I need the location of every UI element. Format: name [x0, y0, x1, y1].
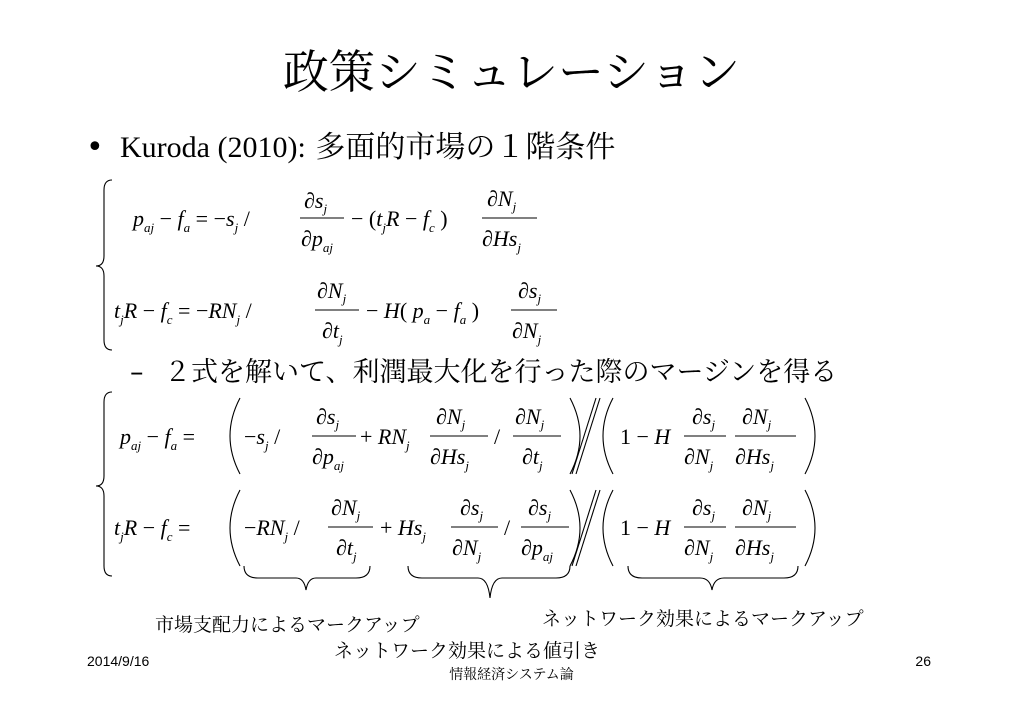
- slide-title: 政策シミュレーション: [282, 45, 741, 99]
- svg-text:∂Nj: $\partial N_j$: [317, 278, 347, 306]
- svg-text:∂sj: $\partial s_j$: [518, 278, 542, 306]
- svg-text:tjR − fc =: $t_jR - f_c$ =: [114, 515, 191, 544]
- svg-text:+ Hsj: + $Hs_j$: [380, 515, 426, 544]
- page-number: 26: [915, 653, 931, 669]
- svg-text:/: /: [504, 515, 511, 540]
- svg-text:∂Nj: $\partial N_j$: [487, 186, 517, 214]
- annotation-market-power: 市場支配力によるマークアップ: [155, 614, 420, 636]
- svg-text:∂paj: $\partial p_{aj}$: [301, 226, 333, 255]
- svg-text:∂sj: $\partial s_j$: [316, 404, 340, 432]
- sub-bullet-text: ２式を解いて、利潤最大化を行った際のマージンを得る: [164, 357, 838, 388]
- svg-text:∂Hsj: $\partial Hs_j$: [430, 444, 469, 473]
- svg-text:∂Nj: $\partial N_j$: [515, 404, 545, 432]
- svg-text:∂sj: $\partial s_j$: [460, 495, 484, 523]
- svg-text:∂tj: $\partial t_j$: [336, 535, 357, 564]
- svg-text:∂Nj: $\partial N_j$: [742, 404, 772, 432]
- svg-text:∂tj: $\partial t_j$: [522, 444, 543, 473]
- svg-text:∂sj: $\partial s_j$: [528, 495, 552, 523]
- svg-text:∂Hsj: $\partial Hs_j$: [735, 444, 774, 473]
- citation-author: Kuroda (2010): [120, 131, 298, 164]
- svg-text:− (tjR − fc ): − ($t_jR - f_c$ ): [351, 206, 448, 235]
- svg-text:∂Nj: $\partial N_j$: [512, 318, 542, 347]
- svg-text:∂Nj: $\partial N_j$: [436, 404, 466, 432]
- svg-text:/: /: [494, 424, 501, 449]
- svg-text:∂Hsj: $\partial Hs_j$: [482, 226, 521, 255]
- svg-text:−RNj /: $-RN_j$ /: [244, 515, 300, 544]
- footer-date: 2014/9/16: [87, 653, 150, 669]
- svg-text:∂Nj: $\partial N_j$: [742, 495, 772, 523]
- svg-text:paj − fa = −sj /: $p_{aj} - f_a = -s_j$ /: [133, 206, 250, 235]
- svg-text:1 − H: 1 − H: [620, 515, 671, 540]
- svg-text:paj − fa =: $p_{aj} - f_a$ =: [120, 424, 196, 453]
- bullet-marker: •: [86, 130, 104, 165]
- footer-course: 情報経済システム論: [449, 667, 574, 683]
- svg-text:∂Hsj: $\partial Hs_j$: [735, 535, 774, 564]
- svg-text:∂paj: $\partial p_{aj}$: [312, 444, 344, 473]
- svg-text:tjR − fc = −RNj /: $t_jR - f_c = -RN_j$ /: [114, 298, 252, 327]
- svg-text:∂sj: $\partial s_j$: [692, 495, 716, 523]
- svg-text:∂tj: $\partial t_j$: [322, 318, 343, 347]
- svg-text:+ RNj: + $RN_j$: [360, 424, 410, 453]
- svg-text:∂Nj: $\partial N_j$: [684, 535, 714, 564]
- svg-text:∂Nj: $\partial N_j$: [684, 444, 714, 473]
- citation-separator: :: [297, 131, 306, 164]
- svg-text:∂sj: $\partial s_j$: [304, 188, 328, 216]
- svg-text:1 − H: 1 − H: [620, 424, 671, 449]
- svg-text:− H( pa − fa ): − H( $p_a - f_a$ ): [366, 298, 480, 327]
- svg-text:∂Nj: $\partial N_j$: [452, 535, 482, 564]
- annotation-network-discount: ネットワーク効果による値引き: [334, 640, 601, 662]
- sub-bullet-marker: –: [130, 357, 144, 388]
- svg-text:∂Nj: $\partial N_j$: [331, 495, 361, 523]
- annotation-network-markup: ネットワーク効果によるマークアップ: [542, 608, 864, 630]
- svg-text:∂sj: $\partial s_j$: [692, 404, 716, 432]
- bullet-text: 多面的市場の１階条件: [315, 130, 616, 165]
- svg-text:−sj /: $-s_j$ /: [244, 424, 281, 453]
- svg-text:∂paj: $\partial p_{aj}$: [521, 535, 553, 564]
